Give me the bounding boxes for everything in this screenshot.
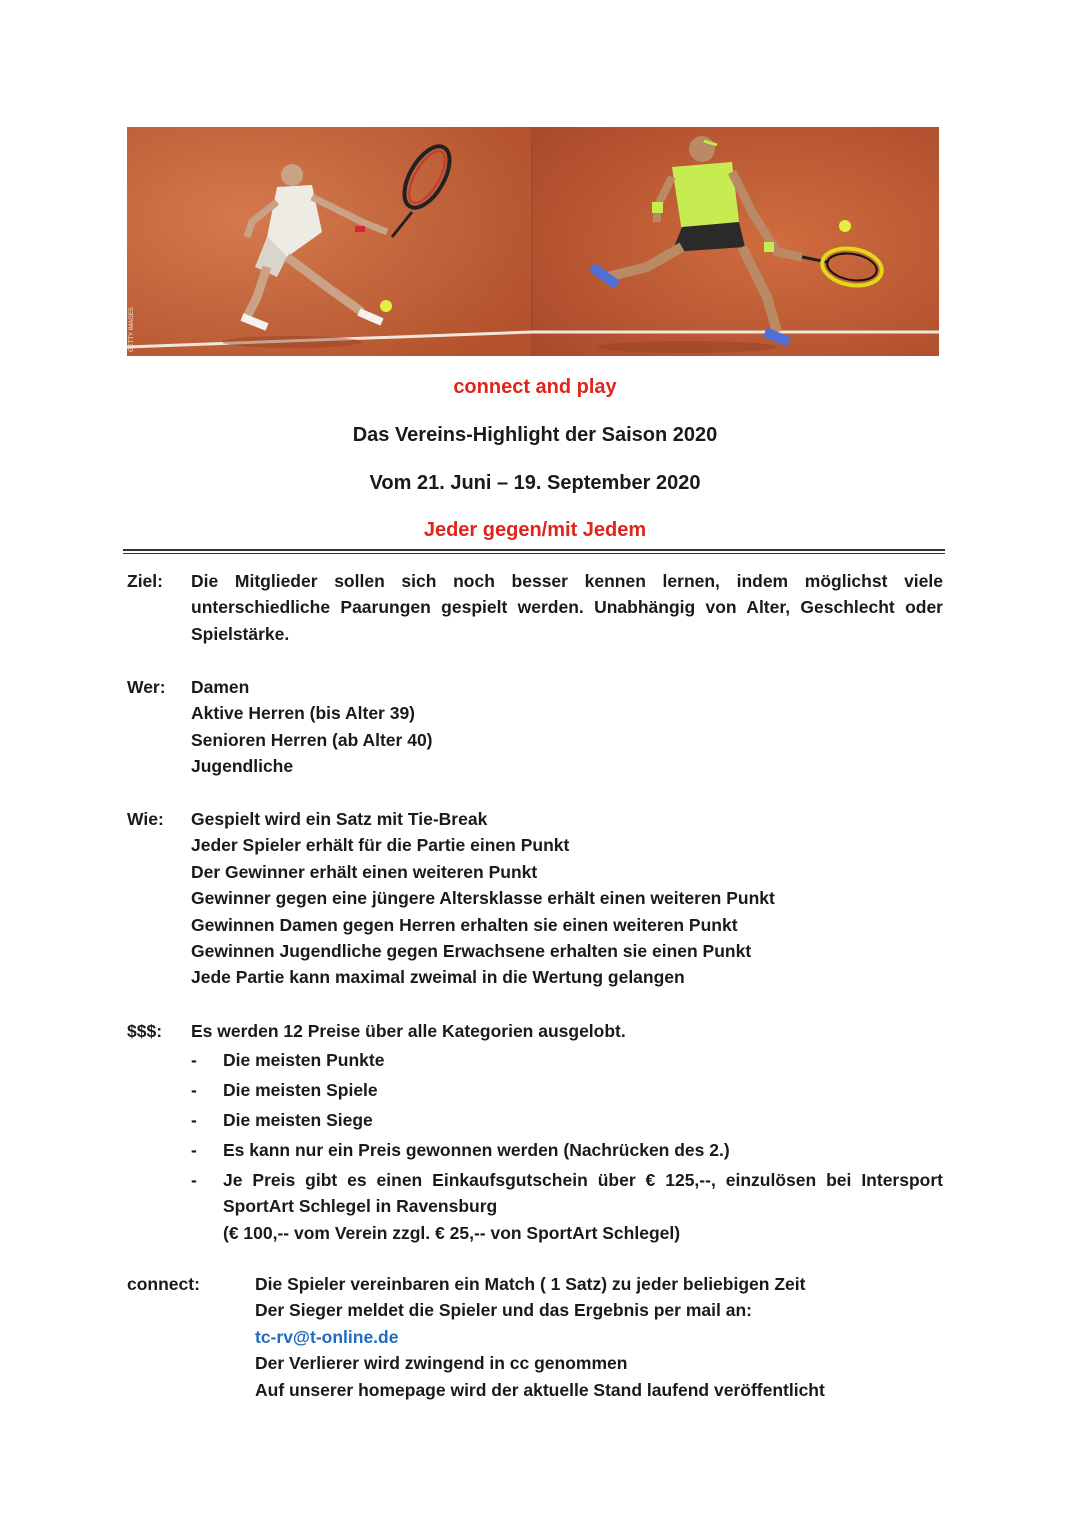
- wer-item: Aktive Herren (bis Alter 39): [191, 703, 416, 724]
- list-item: - Die meisten Punkte: [191, 1047, 943, 1073]
- connect-line: Auf unserer homepage wird der aktuelle Stand laufend veröffentlicht: [255, 1379, 825, 1400]
- dash-bullet: -: [191, 1050, 197, 1070]
- list-item: - Die meisten Siege: [191, 1107, 943, 1133]
- dash-bullet: -: [191, 1170, 197, 1190]
- list-item: - Es kann nur ein Preis gewonnen werden (Nachrücken des 2.): [191, 1137, 943, 1163]
- wie-item: Gewinner gegen eine jüngere Altersklasse erhält einen weiteren Punkt: [191, 888, 775, 909]
- event-dates: Vom 21. Juni – 19. September 2020: [369, 472, 701, 494]
- wer-list: [191, 674, 433, 780]
- wie-list: [191, 806, 775, 991]
- section-label-preise: $$$:: [127, 1021, 163, 1041]
- preise-list: [191, 1047, 943, 1246]
- wie-item: Jede Partie kann maximal zweimal in die Wertung gelangen: [191, 967, 685, 988]
- section-label-wie: Wie:: [127, 809, 164, 829]
- section-label-connect: connect:: [127, 1274, 200, 1294]
- wer-item: Senioren Herren (ab Alter 40): [191, 729, 433, 750]
- wie-item: Jeder Spieler erhält für die Partie einen Punkt: [191, 835, 570, 856]
- dash-bullet: -: [191, 1140, 197, 1160]
- wer-item: Damen: [191, 677, 250, 697]
- wie-item: Gespielt wird ein Satz mit Tie-Break: [191, 809, 488, 829]
- preise-intro: Es werden 12 Preise über alle Kategorien ausgelobt.: [191, 1021, 626, 1041]
- double-divider: [123, 549, 945, 554]
- connect-line: Der Verlierer wird zwingend in cc genommen: [255, 1353, 628, 1374]
- connect-lines: [255, 1271, 825, 1403]
- event-motto: Jeder gegen/mit Jedem: [423, 519, 647, 541]
- connect-line: Die Spieler vereinbaren ein Match ( 1 Satz) zu jeder beliebigen Zeit: [255, 1274, 806, 1294]
- connect-line: Der Sieger meldet die Spieler und das Ergebnis per mail an:: [255, 1300, 752, 1321]
- wer-item: Jugendliche: [191, 756, 294, 777]
- ziel-text: Die Mitglieder sollen sich noch besser kennen lernen, indem möglichst viele unterschiedliche Paarungen gespielt werden. Unabhängig von Alter, Geschlecht oder Spielstärke.: [191, 571, 943, 644]
- email-link[interactable]: tc-rv@t-online.de: [255, 1326, 399, 1347]
- preise-note: (€ 100,-- vom Verein zzgl. € 25,-- von SportArt Schlegel): [223, 1222, 681, 1243]
- wie-item: Gewinnen Damen gegen Herren erhalten sie einen weiteren Punkt: [191, 914, 738, 935]
- tagline: connect and play: [453, 376, 617, 398]
- watermark-text: GETTY IMAGES: [129, 307, 135, 352]
- dash-bullet: -: [191, 1080, 197, 1100]
- page-title: Das Vereins-Highlight der Saison 2020: [352, 424, 718, 446]
- tennis-players-illustration: [127, 127, 939, 356]
- list-item: - Je Preis gibt es einen Einkaufsgutschein über € 125,--, einzulösen bei Intersport SportArt Schlegel in Ravensburg (€ 100,-- vom Verein zzgl. € 25,-- von SportArt Schlegel): [191, 1167, 943, 1246]
- list-item: - Die meisten Spiele: [191, 1077, 943, 1103]
- dash-bullet: -: [191, 1110, 197, 1130]
- header-banner-image: [127, 127, 939, 356]
- section-label-wer: Wer:: [127, 677, 166, 697]
- wie-item: Gewinnen Jugendliche gegen Erwachsene erhalten sie einen Punkt: [191, 941, 752, 962]
- wie-item: Der Gewinner erhält einen weiteren Punkt: [191, 861, 538, 882]
- section-label-ziel: Ziel:: [127, 571, 163, 591]
